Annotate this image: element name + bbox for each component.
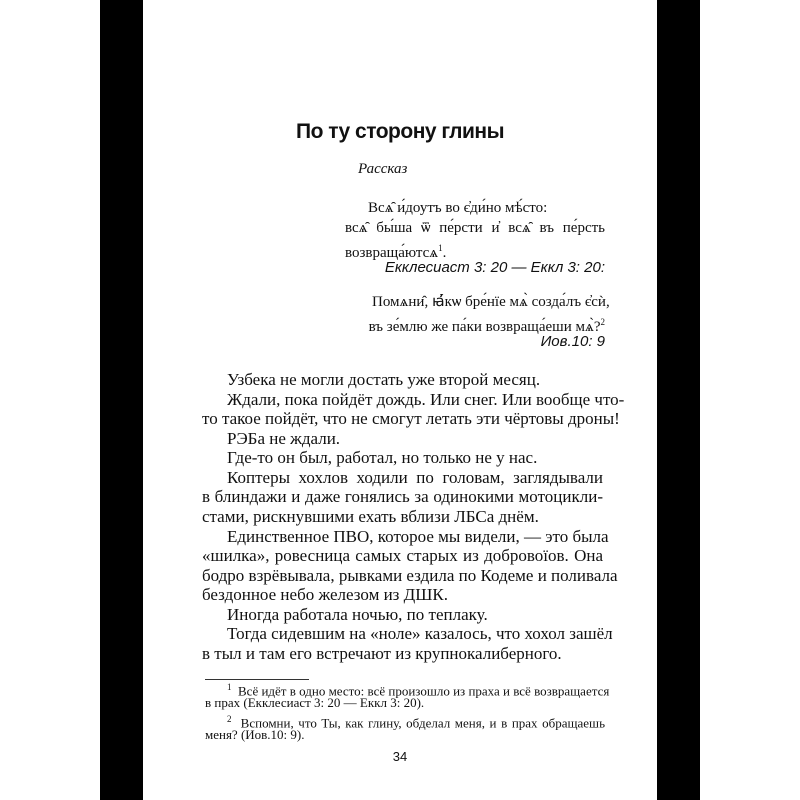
body-line: Где-то он был, работал, но только не у нас. <box>227 448 538 467</box>
body-line: стами, рискнувшими ехать вблизи ЛБСа днём. <box>202 507 539 526</box>
body-line: «шилка», ровесница самых старых из добровоїов. Она <box>202 546 603 565</box>
epigraph-line: Помѧни̂, ꙗ҆́кѡ бре́нїе мѧ̀ созда́лъ є҆сѝ, <box>372 294 610 310</box>
epigraph-reference: Иов.10: 9 <box>540 333 605 350</box>
footnote-text: Всё идёт в одно место: всё произошло из праха и всё возвращается <box>238 683 610 699</box>
footnote-number: 2 <box>227 714 232 724</box>
body-line: в тыл и там его встречают из крупнокалиберного. <box>202 644 562 663</box>
body-line: Единственное ПВО, которое мы видели, — это была <box>227 527 609 546</box>
body-line: Коптеры хохлов ходили по головам, заглядывали <box>227 468 603 487</box>
body-line: Ждали, пока пойдёт дождь. Или снег. Или вообще что- <box>227 390 625 409</box>
body-line: Тогда сидевшим на «ноле» казалось, что хохол зашёл <box>227 624 613 643</box>
body-line: в блиндажи и даже гонялись за одинокими мотоцикли- <box>202 487 603 506</box>
chapter-title: По ту сторону глины <box>295 120 505 143</box>
epigraph-line: всѧ̑ бы́ша ѿ пе́рсти и҆ всѧ̑ въ пе́рсть <box>345 220 605 236</box>
body-line: бодро взрёвывала, рывками ездила по Кодеме и поливала <box>202 566 618 585</box>
epigraph-line: Всѧ̑ и́доутъ во є҆ди́но мѣ́сто: <box>368 200 548 216</box>
footnote-line: в прах (Екклесиаст 3: 20 — Еккл 3: 20). <box>205 695 425 710</box>
page-number: 34 <box>392 749 408 764</box>
body-line: Узбека не могли достать уже второй месяц. <box>227 370 541 389</box>
footnote-line: меня? (Иов.10: 9). <box>205 727 305 742</box>
footnote-number: 1 <box>227 682 232 692</box>
epigraph-line: возвраща́ютсѧ$^1$. <box>345 243 447 261</box>
footnote-mark[interactable]: 1 <box>438 243 443 253</box>
footnote-text: Вспомни, что Ты, как глину, обделал меня, и в прах обращаешь <box>240 715 605 731</box>
epigraph-text: возвраща́ютсѧ <box>345 245 439 261</box>
chapter-subtitle: Рассказ <box>358 161 408 177</box>
footnote-mark[interactable]: 2 <box>600 317 605 327</box>
body-line: бездонное небо железом из ДШК. <box>202 585 448 604</box>
epigraph-reference: Екклесиаст 3: 20 — Еккл 3: 20: <box>384 259 605 276</box>
body-line: Иногда работала ночью, по теплаку. <box>227 605 488 624</box>
body-line: то такое пойдёт, что не смогут летать эти чёртовы дроны! <box>202 409 620 428</box>
body-line: РЭБа не ждали. <box>227 429 341 448</box>
epigraph-text: въ зе́млю же па́ки возвраща́еши мѧ̀? <box>368 319 601 335</box>
